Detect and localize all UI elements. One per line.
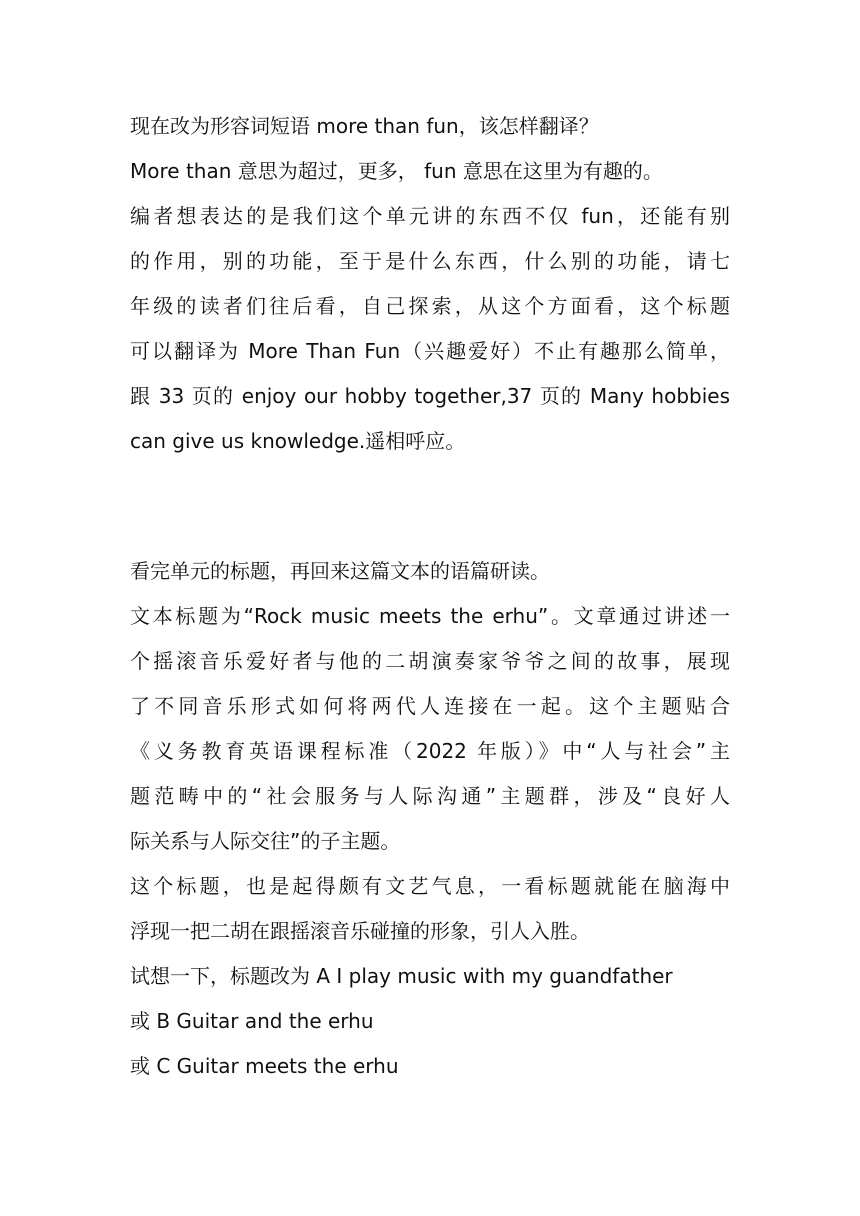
- text-line: can give us knowledge.遥相呼应。: [130, 429, 466, 453]
- text-line: 际关系与人际交往”的子主题。: [130, 829, 401, 853]
- document-page: [130, 104, 730, 1089]
- text-line: 看完单元的标题，再回来这篇文本的语篇研读。: [130, 559, 550, 583]
- text-line: 年级的读者们往后看，自己探索，从这个方面看，这个标题: [130, 294, 730, 318]
- text-line: 个摇滚音乐爱好者与他的二胡演奏家爷爷之间的故事，展现: [130, 649, 730, 673]
- text-line: 或 C Guitar meets the erhu: [130, 1054, 399, 1078]
- paragraph-text-study: [130, 549, 730, 1089]
- text-line: 题范畴中的“社会服务与人际沟通”主题群，涉及“良好人: [130, 784, 730, 808]
- text-line: 可以翻译为 More Than Fun（兴趣爱好）不止有趣那么简单，: [130, 339, 730, 363]
- text-line: 现在改为形容词短语 more than fun，该怎样翻译？: [130, 114, 599, 138]
- text-line: 了不同音乐形式如何将两代人连接在一起。这个主题贴合: [130, 694, 730, 718]
- text-line: 《义务教育英语课程标准（2022 年版）》中“人与社会”主: [130, 739, 730, 763]
- text-line: 浮现一把二胡在跟摇滚音乐碰撞的形象，引人入胜。: [130, 919, 590, 943]
- text-line: 编者想表达的是我们这个单元讲的东西不仅 fun，还能有别: [130, 204, 730, 228]
- text-line: 试想一下，标题改为 A I play music with my guandfather: [130, 964, 673, 988]
- text-line: 这个标题，也是起得颇有文艺气息，一看标题就能在脑海中: [130, 874, 730, 898]
- text-line: 的作用，别的功能，至于是什么东西，什么别的功能，请七: [130, 249, 730, 273]
- paragraph-more-than-fun: [130, 104, 730, 464]
- text-line: More than 意思为超过，更多， fun 意思在这里为有趣的。: [130, 159, 663, 183]
- text-line: 跟 33 页的 enjoy our hobby together,37 页的 Many hobbies: [130, 384, 730, 408]
- paragraph-gap: [130, 464, 730, 549]
- text-line: 或 B Guitar and the erhu: [130, 1009, 374, 1033]
- text-line: 文本标题为“Rock music meets the erhu”。文章通过讲述一: [130, 604, 730, 628]
